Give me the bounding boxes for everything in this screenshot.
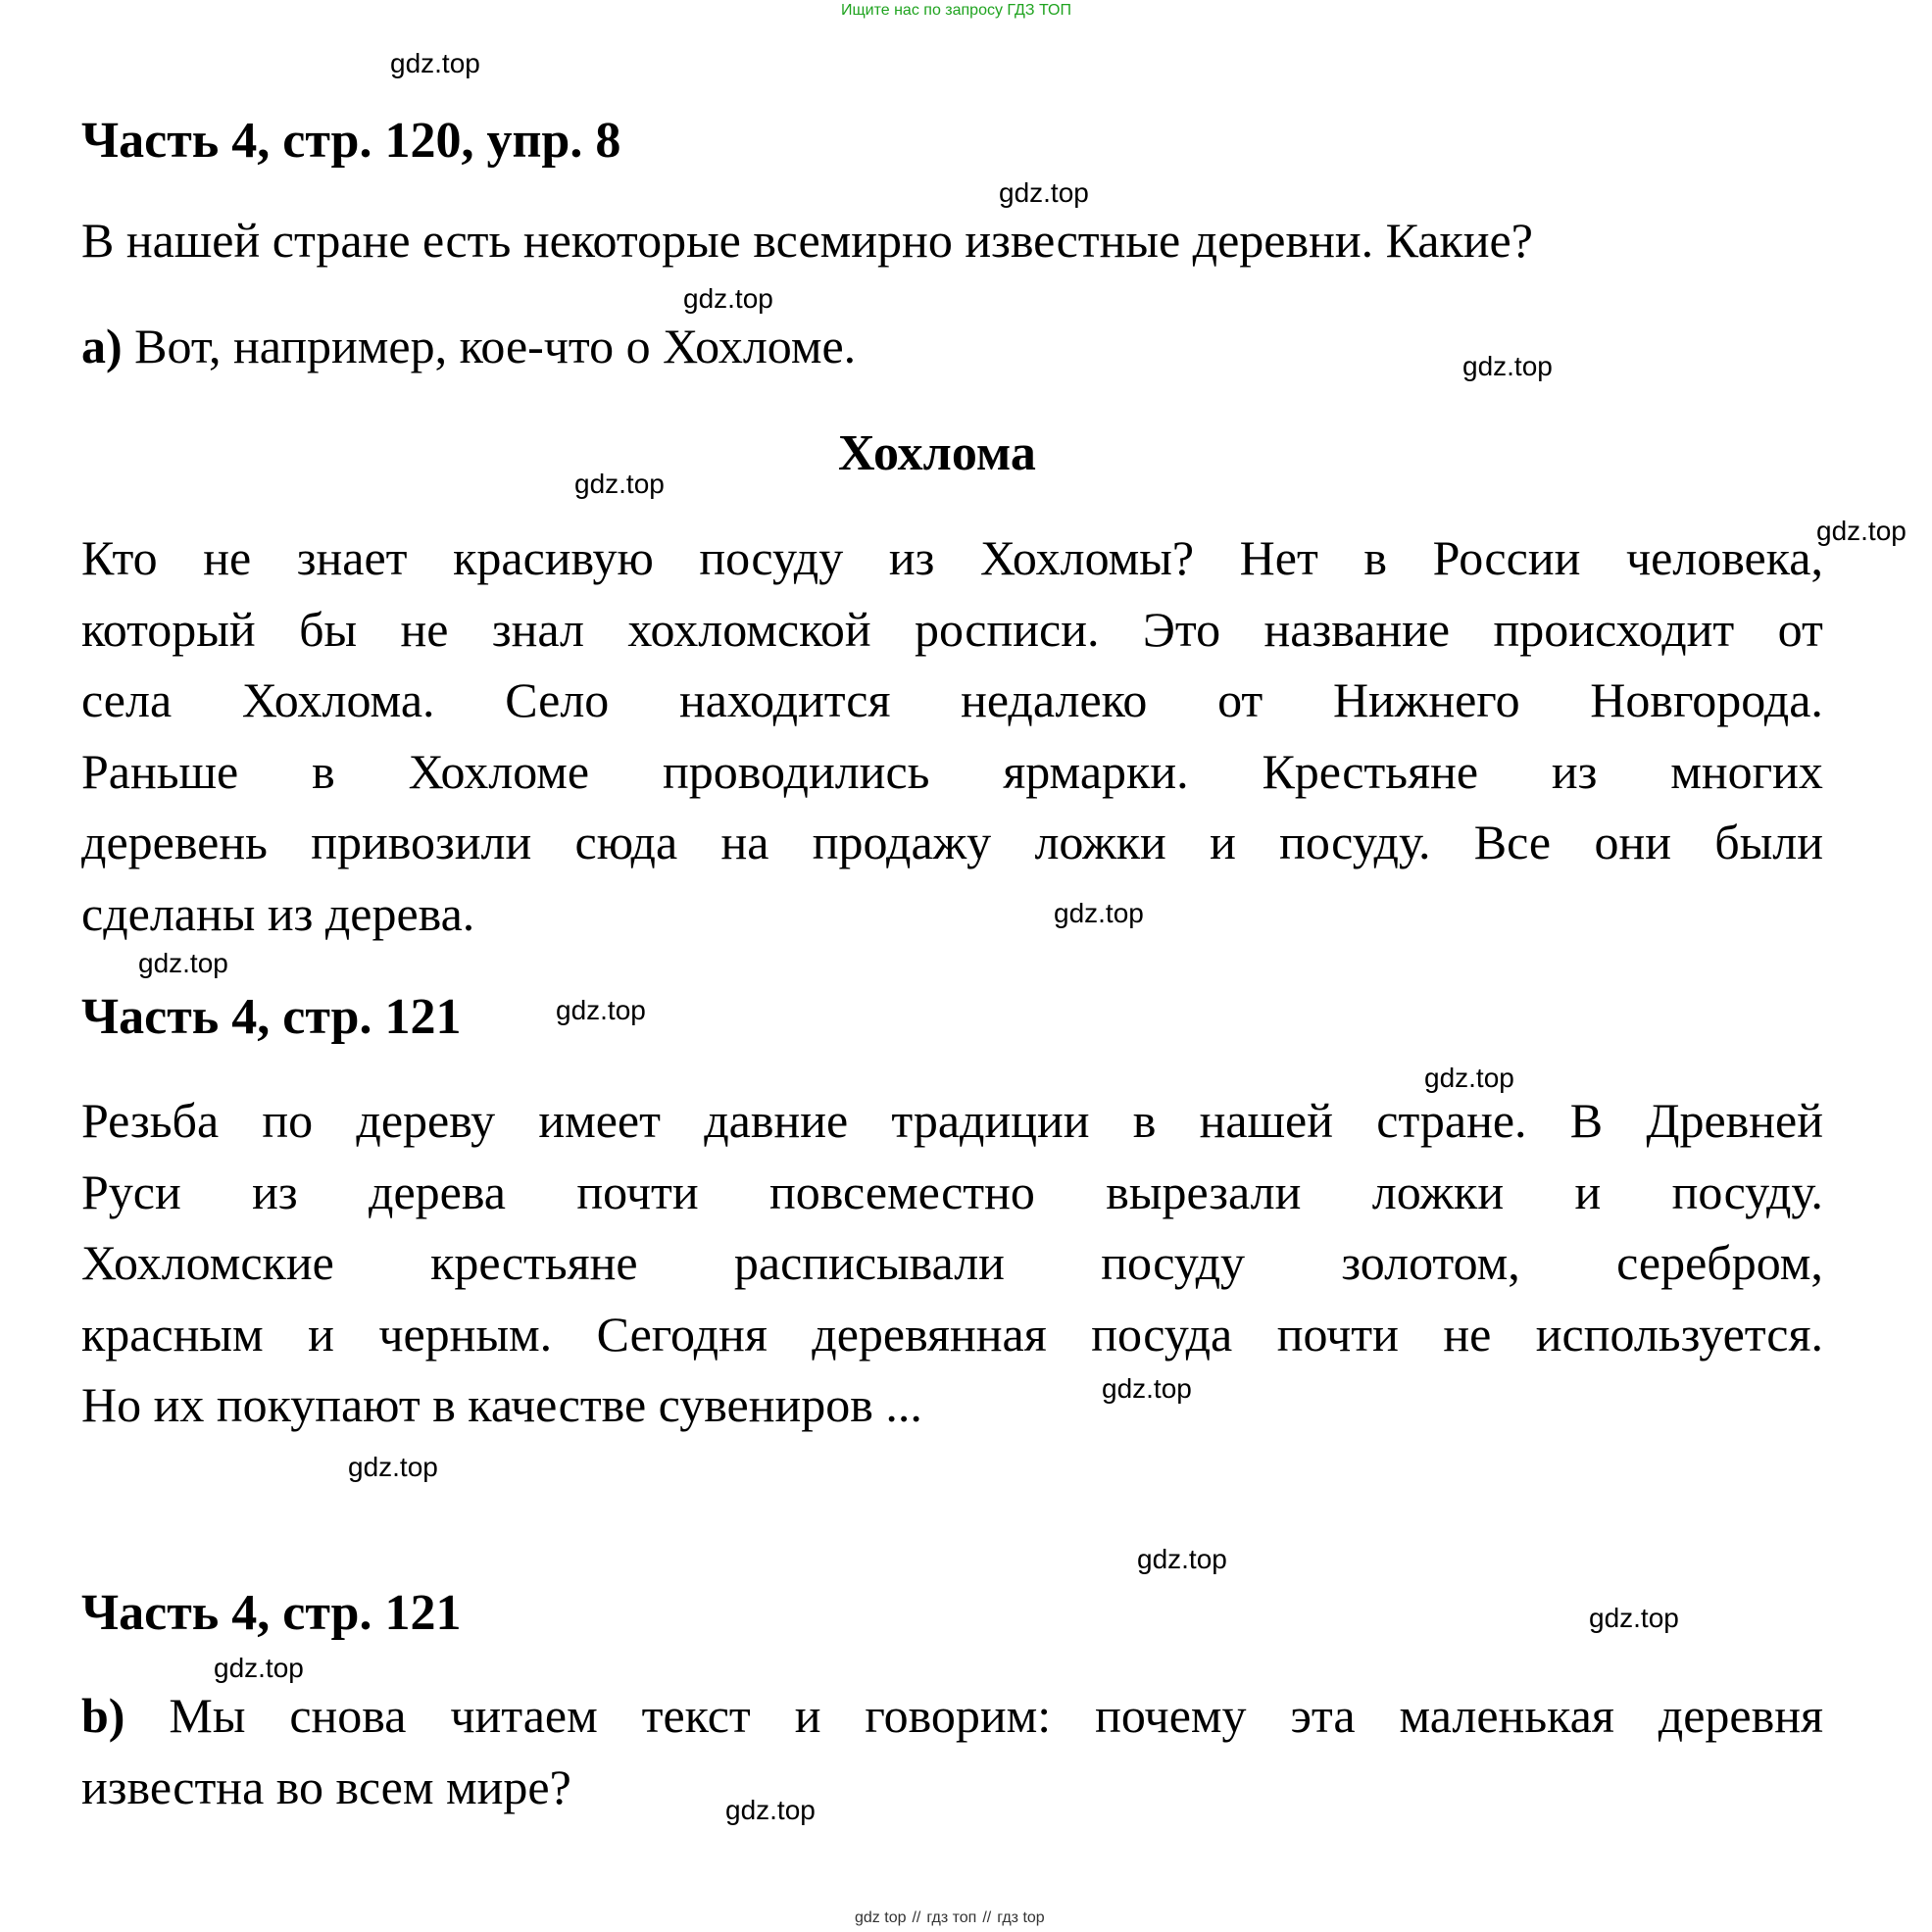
item-a-label: a) [81,319,123,373]
footer-separator: // [912,1909,921,1926]
text-line: Но их покупают в качестве сувениров ... [81,1377,922,1432]
article-title: Хохлома [838,425,1036,481]
footer-separator: // [982,1909,992,1926]
text-line: Кто не знает красивую посуду из Хохломы? Нет в России человека, [81,530,1823,585]
watermark: gdz.top [1137,1544,1227,1574]
text-line: b) Мы снова читаем текст и говорим: почему эта маленькая деревня [81,1680,1823,1752]
section-heading: Часть 4, стр. 121 [81,1585,462,1641]
watermark: gdz.top [214,1653,304,1683]
item-a-text: Вот, например, кое-что о Хохломе. [134,319,857,373]
text-line: Хохломские крестьяне расписывали посуду золотом, серебром, [81,1235,1823,1290]
watermark: gdz.top [390,48,480,78]
watermark: gdz.top [1816,516,1907,546]
section-heading: Часть 4, стр. 120, упр. 8 [81,113,621,169]
text-line: красным и черным. Сегодня деревянная посуда почти не используется. [81,1306,1823,1362]
watermark: gdz.top [725,1795,816,1825]
watermark: gdz.top [556,995,646,1025]
section-heading: Часть 4, стр. 121 [81,989,462,1045]
footer-link[interactable]: gdz top [855,1909,907,1926]
section3-paragraph [81,1680,1823,1822]
watermark: gdz.top [574,469,665,499]
text-line: сделаны из дерева. [81,885,475,941]
watermark: gdz.top [1102,1373,1192,1404]
footer-link[interactable]: гдз топ [926,1909,977,1926]
text-line: Руси из дерева почти повсеместно вырезали ложки и посуду. [81,1164,1823,1219]
section2-paragraph [81,1085,1823,1441]
watermark: gdz.top [1462,351,1553,381]
watermark: gdz.top [683,283,773,314]
footer-link[interactable]: гдз top [997,1909,1045,1926]
question-text: В нашей стране есть некоторые всемирно известные деревни. Какие? [81,213,1533,268]
watermark: gdz.top [1589,1603,1679,1633]
text-line: который бы не знал хохломской росписи. Это название происходит от [81,601,1823,657]
watermark: gdz.top [1424,1063,1514,1093]
text-line: деревень привозили сюда на продажу ложки и посуду. Все они были [81,815,1823,869]
item-a [81,317,856,375]
item-b-label: b) [81,1688,125,1743]
watermark: gdz.top [1054,898,1144,928]
watermark: gdz.top [138,948,228,978]
watermark: gdz.top [348,1452,438,1482]
text-line: Раньше в Хохломе проводились ярмарки. Крестьяне из многих [81,743,1823,799]
watermark: gdz.top [999,177,1089,208]
article-paragraph [81,522,1823,949]
search-hint: Ищите нас по запросу ГДЗ ТОП [841,2,1071,19]
text-line: Резьба по дереву имеет давние традиции в нашей стране. В Древней [81,1093,1823,1148]
text-line: известна во всем мире? [81,1759,571,1814]
text-line: села Хохлома. Село находится недалеко от Нижнего Новгорода. [81,672,1823,727]
footer-links [855,1909,1045,1927]
